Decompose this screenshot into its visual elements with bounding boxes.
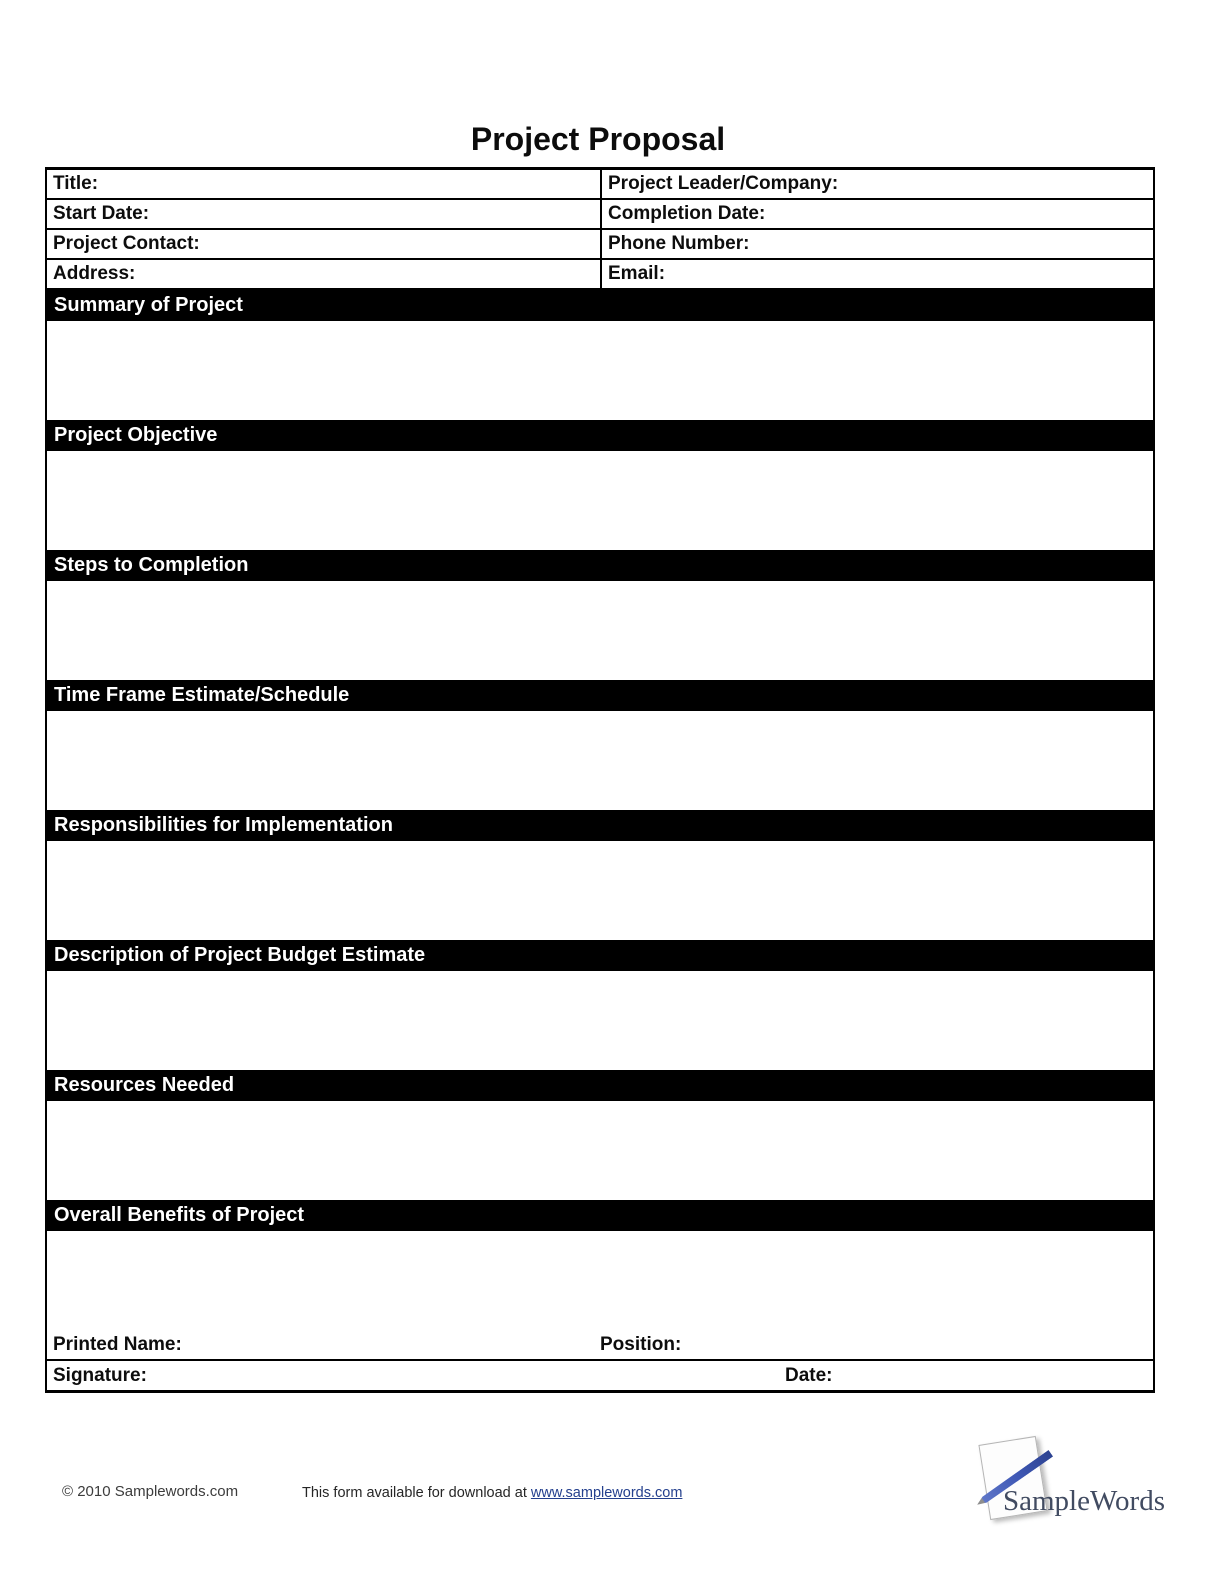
summary-of-project-field[interactable] xyxy=(47,321,1153,420)
completion-date-field[interactable] xyxy=(602,200,1153,228)
completion-date-label: Completion Date: xyxy=(608,203,766,224)
address-label: Address: xyxy=(53,263,136,284)
section-header-benefits: Overall Benefits of Project xyxy=(47,1200,1153,1231)
section-header-responsibilities: Responsibilities for Implementation xyxy=(47,810,1153,841)
section-header-objective: Project Objective xyxy=(47,420,1153,451)
resources-needed-field[interactable] xyxy=(47,1101,1153,1200)
samplewords-link[interactable]: www.samplewords.com xyxy=(530,1485,683,1501)
overall-benefits-field[interactable] xyxy=(47,1231,1153,1330)
email-field[interactable] xyxy=(602,260,1153,288)
info-row-address xyxy=(47,260,1153,290)
logo-wordmark: SampleWords xyxy=(1003,1485,1165,1517)
section-header-timeframe: Time Frame Estimate/Schedule xyxy=(47,680,1153,711)
section-header-summary: Summary of Project xyxy=(47,290,1153,321)
info-row-title xyxy=(47,170,1153,200)
project-objective-field[interactable] xyxy=(47,451,1153,550)
steps-to-completion-field[interactable] xyxy=(47,581,1153,680)
copyright-text: © 2010 Samplewords.com xyxy=(62,1483,239,1500)
proposal-form xyxy=(45,167,1155,1393)
page-title: Project Proposal xyxy=(470,121,726,157)
printed-name-row[interactable] xyxy=(47,1330,1153,1361)
title-field[interactable] xyxy=(47,170,602,198)
section-header-resources: Resources Needed xyxy=(47,1070,1153,1101)
info-row-contact xyxy=(47,230,1153,260)
responsibilities-field[interactable] xyxy=(47,841,1153,940)
printed-name-label: Printed Name: xyxy=(53,1334,182,1355)
address-field[interactable] xyxy=(47,260,602,288)
download-note-prefix: This form available for download at xyxy=(302,1485,531,1501)
download-note xyxy=(302,1485,682,1501)
project-leader-field[interactable] xyxy=(602,170,1153,198)
section-header-steps: Steps to Completion xyxy=(47,550,1153,581)
project-contact-label: Project Contact: xyxy=(53,233,200,254)
email-label: Email: xyxy=(608,263,666,284)
signature-label: Signature: xyxy=(53,1365,147,1386)
position-label: Position: xyxy=(600,1334,682,1355)
start-date-label: Start Date: xyxy=(53,203,150,224)
info-row-dates xyxy=(47,200,1153,230)
phone-number-label: Phone Number: xyxy=(608,233,750,254)
budget-estimate-field[interactable] xyxy=(47,971,1153,1070)
project-leader-label: Project Leader/Company: xyxy=(608,173,839,194)
start-date-field[interactable] xyxy=(47,200,602,228)
phone-number-field[interactable] xyxy=(602,230,1153,258)
title-label: Title: xyxy=(53,173,99,194)
project-contact-field[interactable] xyxy=(47,230,602,258)
time-frame-field[interactable] xyxy=(47,711,1153,810)
samplewords-logo xyxy=(972,1432,1182,1537)
signature-row[interactable] xyxy=(47,1361,1153,1390)
date-label: Date: xyxy=(785,1365,833,1386)
section-header-budget: Description of Project Budget Estimate xyxy=(47,940,1153,971)
